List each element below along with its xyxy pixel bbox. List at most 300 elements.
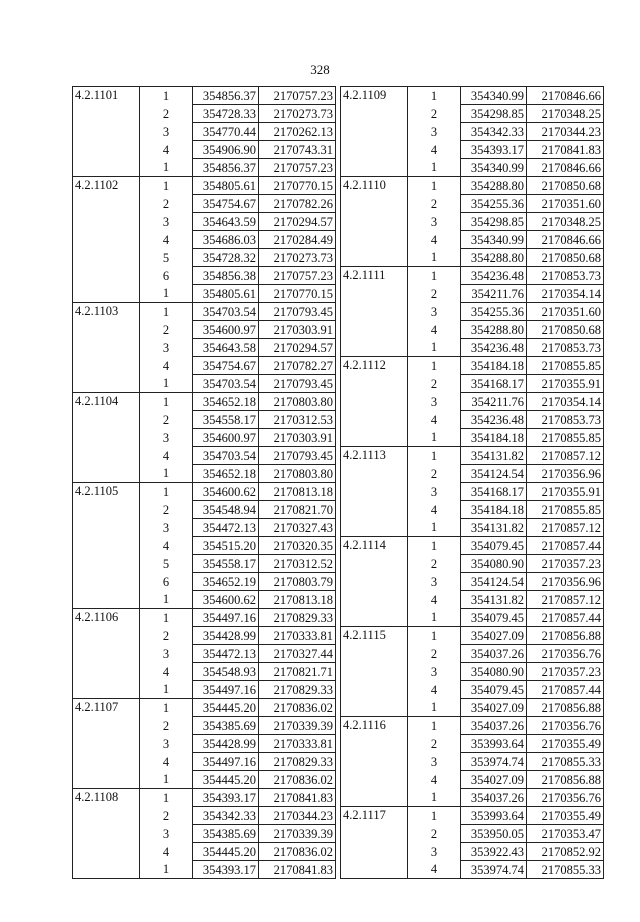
x-coordinate: 353974.74 xyxy=(461,753,527,771)
parcel-id: 4.2.1105 xyxy=(73,483,140,609)
x-coordinate: 354652.18 xyxy=(193,465,259,483)
x-coordinate: 354131.82 xyxy=(461,591,527,609)
y-coordinate: 2170333.81 xyxy=(259,627,336,645)
x-coordinate: 354340.99 xyxy=(461,231,527,249)
point-number: 3 xyxy=(140,519,193,537)
table-row xyxy=(73,609,336,627)
point-number: 1 xyxy=(408,699,461,717)
table-row xyxy=(341,627,604,645)
x-coordinate: 354497.16 xyxy=(193,609,259,627)
x-coordinate: 354027.09 xyxy=(461,699,527,717)
y-coordinate: 2170836.02 xyxy=(259,771,336,789)
point-number: 4 xyxy=(408,321,461,339)
x-coordinate: 354236.48 xyxy=(461,339,527,357)
point-number: 1 xyxy=(140,87,193,105)
table-row xyxy=(73,393,336,411)
point-number: 1 xyxy=(140,609,193,627)
x-coordinate: 354288.80 xyxy=(461,177,527,195)
point-number: 2 xyxy=(140,195,193,213)
coordinates-table-left xyxy=(72,86,336,879)
table-row xyxy=(341,717,604,735)
y-coordinate: 2170813.18 xyxy=(259,483,336,501)
y-coordinate: 2170857.12 xyxy=(527,519,604,537)
point-number: 4 xyxy=(140,447,193,465)
point-number: 1 xyxy=(140,771,193,789)
y-coordinate: 2170333.81 xyxy=(259,735,336,753)
point-number: 4 xyxy=(408,231,461,249)
x-coordinate: 354037.26 xyxy=(461,645,527,663)
point-number: 1 xyxy=(408,627,461,645)
y-coordinate: 2170829.33 xyxy=(259,753,336,771)
x-coordinate: 354686.03 xyxy=(193,231,259,249)
point-number: 3 xyxy=(408,393,461,411)
y-coordinate: 2170853.73 xyxy=(527,339,604,357)
point-number: 3 xyxy=(140,825,193,843)
point-number: 1 xyxy=(408,717,461,735)
x-coordinate: 354393.17 xyxy=(193,789,259,807)
y-coordinate: 2170294.57 xyxy=(259,213,336,231)
point-number: 6 xyxy=(140,573,193,591)
parcel-id: 4.2.1114 xyxy=(341,537,408,627)
point-number: 4 xyxy=(408,501,461,519)
x-coordinate: 353950.05 xyxy=(461,825,527,843)
x-coordinate: 354600.62 xyxy=(193,591,259,609)
parcel-id: 4.2.1102 xyxy=(73,177,140,303)
table-row xyxy=(341,87,604,105)
x-coordinate: 354428.99 xyxy=(193,627,259,645)
point-number: 1 xyxy=(408,537,461,555)
point-number: 4 xyxy=(140,357,193,375)
x-coordinate: 354428.99 xyxy=(193,735,259,753)
point-number: 3 xyxy=(408,573,461,591)
x-coordinate: 354027.09 xyxy=(461,627,527,645)
x-coordinate: 354211.76 xyxy=(461,285,527,303)
x-coordinate: 354393.17 xyxy=(461,141,527,159)
x-coordinate: 354728.32 xyxy=(193,249,259,267)
x-coordinate: 354184.18 xyxy=(461,501,527,519)
x-coordinate: 354600.97 xyxy=(193,429,259,447)
x-coordinate: 354288.80 xyxy=(461,249,527,267)
point-number: 2 xyxy=(408,375,461,393)
x-coordinate: 354393.17 xyxy=(193,861,259,879)
y-coordinate: 2170327.43 xyxy=(259,519,336,537)
x-coordinate: 354445.20 xyxy=(193,699,259,717)
y-coordinate: 2170344.23 xyxy=(527,123,604,141)
y-coordinate: 2170348.25 xyxy=(527,105,604,123)
parcel-id: 4.2.1117 xyxy=(341,807,408,879)
point-number: 1 xyxy=(140,789,193,807)
x-coordinate: 354652.19 xyxy=(193,573,259,591)
x-coordinate: 354472.13 xyxy=(193,645,259,663)
parcel-id: 4.2.1113 xyxy=(341,447,408,537)
x-coordinate: 354385.69 xyxy=(193,717,259,735)
y-coordinate: 2170836.02 xyxy=(259,699,336,717)
point-number: 4 xyxy=(408,411,461,429)
point-number: 4 xyxy=(140,753,193,771)
y-coordinate: 2170850.68 xyxy=(527,177,604,195)
y-coordinate: 2170857.44 xyxy=(527,681,604,699)
point-number: 2 xyxy=(408,645,461,663)
x-coordinate: 354856.37 xyxy=(193,87,259,105)
y-coordinate: 2170846.66 xyxy=(527,87,604,105)
x-coordinate: 353922.43 xyxy=(461,843,527,861)
point-number: 4 xyxy=(140,663,193,681)
table-row xyxy=(341,177,604,195)
x-coordinate: 354340.99 xyxy=(461,159,527,177)
x-coordinate: 354805.61 xyxy=(193,285,259,303)
x-coordinate: 354548.94 xyxy=(193,501,259,519)
point-number: 2 xyxy=(140,501,193,519)
point-number: 3 xyxy=(408,663,461,681)
parcel-id: 4.2.1103 xyxy=(73,303,140,393)
parcel-id: 4.2.1101 xyxy=(73,87,140,177)
table-row xyxy=(341,267,604,285)
point-number: 3 xyxy=(140,339,193,357)
y-coordinate: 2170846.66 xyxy=(527,231,604,249)
point-number: 1 xyxy=(140,285,193,303)
y-coordinate: 2170351.60 xyxy=(527,195,604,213)
point-number: 1 xyxy=(408,177,461,195)
x-coordinate: 354236.48 xyxy=(461,267,527,285)
y-coordinate: 2170770.15 xyxy=(259,285,336,303)
point-number: 3 xyxy=(140,429,193,447)
y-coordinate: 2170846.66 xyxy=(527,159,604,177)
point-number: 4 xyxy=(408,771,461,789)
y-coordinate: 2170841.83 xyxy=(259,861,336,879)
point-number: 1 xyxy=(408,807,461,825)
point-number: 1 xyxy=(408,357,461,375)
y-coordinate: 2170793.45 xyxy=(259,447,336,465)
point-number: 2 xyxy=(140,807,193,825)
table-row xyxy=(341,357,604,375)
y-coordinate: 2170782.27 xyxy=(259,357,336,375)
x-coordinate: 354703.54 xyxy=(193,375,259,393)
point-number: 4 xyxy=(408,591,461,609)
x-coordinate: 354445.20 xyxy=(193,843,259,861)
point-number: 2 xyxy=(140,717,193,735)
point-number: 4 xyxy=(140,231,193,249)
y-coordinate: 2170357.23 xyxy=(527,663,604,681)
y-coordinate: 2170312.52 xyxy=(259,555,336,573)
x-coordinate: 354770.44 xyxy=(193,123,259,141)
x-coordinate: 354805.61 xyxy=(193,177,259,195)
x-coordinate: 354754.67 xyxy=(193,195,259,213)
x-coordinate: 354080.90 xyxy=(461,555,527,573)
table-row xyxy=(73,177,336,195)
y-coordinate: 2170857.12 xyxy=(527,591,604,609)
parcel-id: 4.2.1112 xyxy=(341,357,408,447)
point-number: 1 xyxy=(140,591,193,609)
x-coordinate: 354754.67 xyxy=(193,357,259,375)
y-coordinate: 2170813.18 xyxy=(259,591,336,609)
table-row xyxy=(73,87,336,105)
parcel-id: 4.2.1109 xyxy=(341,87,408,177)
point-number: 3 xyxy=(140,213,193,231)
y-coordinate: 2170339.39 xyxy=(259,825,336,843)
point-number: 1 xyxy=(140,483,193,501)
x-coordinate: 354124.54 xyxy=(461,573,527,591)
x-coordinate: 354497.16 xyxy=(193,753,259,771)
point-number: 1 xyxy=(140,861,193,879)
y-coordinate: 2170356.76 xyxy=(527,789,604,807)
x-coordinate: 354728.33 xyxy=(193,105,259,123)
table-row xyxy=(341,537,604,555)
parcel-id: 4.2.1108 xyxy=(73,789,140,879)
y-coordinate: 2170803.80 xyxy=(259,465,336,483)
parcel-id: 4.2.1110 xyxy=(341,177,408,267)
point-number: 1 xyxy=(408,267,461,285)
y-coordinate: 2170850.68 xyxy=(527,321,604,339)
point-number: 1 xyxy=(140,375,193,393)
x-coordinate: 354168.17 xyxy=(461,375,527,393)
point-number: 2 xyxy=(408,465,461,483)
point-number: 1 xyxy=(140,465,193,483)
point-number: 2 xyxy=(140,105,193,123)
y-coordinate: 2170852.92 xyxy=(527,843,604,861)
y-coordinate: 2170356.96 xyxy=(527,573,604,591)
y-coordinate: 2170793.45 xyxy=(259,303,336,321)
y-coordinate: 2170351.60 xyxy=(527,303,604,321)
y-coordinate: 2170355.49 xyxy=(527,735,604,753)
point-number: 2 xyxy=(140,627,193,645)
point-number: 3 xyxy=(408,483,461,501)
point-number: 6 xyxy=(140,267,193,285)
y-coordinate: 2170312.53 xyxy=(259,411,336,429)
point-number: 2 xyxy=(140,321,193,339)
parcel-id: 4.2.1107 xyxy=(73,699,140,789)
x-coordinate: 354211.76 xyxy=(461,393,527,411)
point-number: 1 xyxy=(140,177,193,195)
x-coordinate: 354643.59 xyxy=(193,213,259,231)
x-coordinate: 354079.45 xyxy=(461,609,527,627)
parcel-id: 4.2.1116 xyxy=(341,717,408,807)
y-coordinate: 2170356.96 xyxy=(527,465,604,483)
x-coordinate: 354298.85 xyxy=(461,105,527,123)
point-number: 3 xyxy=(408,123,461,141)
y-coordinate: 2170836.02 xyxy=(259,843,336,861)
x-coordinate: 354080.90 xyxy=(461,663,527,681)
point-number: 3 xyxy=(140,735,193,753)
table-row xyxy=(341,807,604,825)
point-number: 3 xyxy=(408,213,461,231)
x-coordinate: 354703.54 xyxy=(193,303,259,321)
point-number: 4 xyxy=(140,843,193,861)
y-coordinate: 2170829.33 xyxy=(259,609,336,627)
x-coordinate: 354255.36 xyxy=(461,195,527,213)
y-coordinate: 2170857.12 xyxy=(527,447,604,465)
y-coordinate: 2170853.73 xyxy=(527,267,604,285)
x-coordinate: 354385.69 xyxy=(193,825,259,843)
x-coordinate: 354445.20 xyxy=(193,771,259,789)
y-coordinate: 2170782.26 xyxy=(259,195,336,213)
y-coordinate: 2170850.68 xyxy=(527,249,604,267)
parcel-id: 4.2.1115 xyxy=(341,627,408,717)
point-number: 4 xyxy=(408,681,461,699)
x-coordinate: 354184.18 xyxy=(461,357,527,375)
y-coordinate: 2170356.76 xyxy=(527,645,604,663)
y-coordinate: 2170829.33 xyxy=(259,681,336,699)
point-number: 1 xyxy=(408,789,461,807)
y-coordinate: 2170821.71 xyxy=(259,663,336,681)
point-number: 3 xyxy=(408,753,461,771)
y-coordinate: 2170262.13 xyxy=(259,123,336,141)
parcel-id: 4.2.1104 xyxy=(73,393,140,483)
y-coordinate: 2170294.57 xyxy=(259,339,336,357)
table-row xyxy=(73,699,336,717)
x-coordinate: 354558.17 xyxy=(193,411,259,429)
x-coordinate: 354168.17 xyxy=(461,483,527,501)
point-number: 4 xyxy=(140,537,193,555)
point-number: 1 xyxy=(408,87,461,105)
point-number: 3 xyxy=(408,303,461,321)
y-coordinate: 2170853.73 xyxy=(527,411,604,429)
y-coordinate: 2170770.15 xyxy=(259,177,336,195)
x-coordinate: 354558.17 xyxy=(193,555,259,573)
y-coordinate: 2170354.14 xyxy=(527,393,604,411)
x-coordinate: 353993.64 xyxy=(461,735,527,753)
y-coordinate: 2170855.33 xyxy=(527,753,604,771)
point-number: 2 xyxy=(408,555,461,573)
point-number: 1 xyxy=(408,339,461,357)
x-coordinate: 354515.20 xyxy=(193,537,259,555)
point-number: 2 xyxy=(408,285,461,303)
y-coordinate: 2170303.91 xyxy=(259,321,336,339)
y-coordinate: 2170743.31 xyxy=(259,141,336,159)
point-number: 1 xyxy=(140,159,193,177)
point-number: 1 xyxy=(140,393,193,411)
y-coordinate: 2170841.83 xyxy=(259,789,336,807)
x-coordinate: 354497.16 xyxy=(193,681,259,699)
y-coordinate: 2170821.70 xyxy=(259,501,336,519)
point-number: 4 xyxy=(140,141,193,159)
point-number: 2 xyxy=(140,411,193,429)
point-number: 5 xyxy=(140,555,193,573)
y-coordinate: 2170348.25 xyxy=(527,213,604,231)
y-coordinate: 2170803.80 xyxy=(259,393,336,411)
y-coordinate: 2170273.73 xyxy=(259,249,336,267)
x-coordinate: 354079.45 xyxy=(461,537,527,555)
y-coordinate: 2170303.91 xyxy=(259,429,336,447)
point-number: 4 xyxy=(408,141,461,159)
x-coordinate: 353974.74 xyxy=(461,861,527,879)
x-coordinate: 354255.36 xyxy=(461,303,527,321)
point-number: 3 xyxy=(140,645,193,663)
y-coordinate: 2170793.45 xyxy=(259,375,336,393)
point-number: 2 xyxy=(408,195,461,213)
point-number: 1 xyxy=(408,609,461,627)
y-coordinate: 2170344.23 xyxy=(259,807,336,825)
point-number: 1 xyxy=(408,159,461,177)
table-row xyxy=(73,483,336,501)
x-coordinate: 354184.18 xyxy=(461,429,527,447)
y-coordinate: 2170284.49 xyxy=(259,231,336,249)
y-coordinate: 2170339.39 xyxy=(259,717,336,735)
y-coordinate: 2170856.88 xyxy=(527,627,604,645)
x-coordinate: 354906.90 xyxy=(193,141,259,159)
y-coordinate: 2170327.44 xyxy=(259,645,336,663)
x-coordinate: 353993.64 xyxy=(461,807,527,825)
y-coordinate: 2170355.91 xyxy=(527,483,604,501)
y-coordinate: 2170855.85 xyxy=(527,501,604,519)
table-row xyxy=(341,447,604,465)
y-coordinate: 2170355.49 xyxy=(527,807,604,825)
point-number: 1 xyxy=(140,699,193,717)
y-coordinate: 2170803.79 xyxy=(259,573,336,591)
x-coordinate: 354027.09 xyxy=(461,771,527,789)
point-number: 1 xyxy=(140,303,193,321)
point-number: 1 xyxy=(408,429,461,447)
y-coordinate: 2170856.88 xyxy=(527,771,604,789)
x-coordinate: 354643.58 xyxy=(193,339,259,357)
point-number: 2 xyxy=(408,105,461,123)
y-coordinate: 2170855.85 xyxy=(527,429,604,447)
x-coordinate: 354124.54 xyxy=(461,465,527,483)
y-coordinate: 2170855.33 xyxy=(527,861,604,879)
y-coordinate: 2170353.47 xyxy=(527,825,604,843)
x-coordinate: 354079.45 xyxy=(461,681,527,699)
y-coordinate: 2170841.83 xyxy=(527,141,604,159)
y-coordinate: 2170857.44 xyxy=(527,537,604,555)
parcel-id: 4.2.1106 xyxy=(73,609,140,699)
x-coordinate: 354703.54 xyxy=(193,447,259,465)
x-coordinate: 354342.33 xyxy=(193,807,259,825)
y-coordinate: 2170757.23 xyxy=(259,87,336,105)
x-coordinate: 354856.38 xyxy=(193,267,259,285)
x-coordinate: 354472.13 xyxy=(193,519,259,537)
parcel-id: 4.2.1111 xyxy=(341,267,408,357)
y-coordinate: 2170320.35 xyxy=(259,537,336,555)
point-number: 3 xyxy=(140,123,193,141)
y-coordinate: 2170273.73 xyxy=(259,105,336,123)
point-number: 2 xyxy=(408,735,461,753)
table-row xyxy=(73,303,336,321)
x-coordinate: 354037.26 xyxy=(461,789,527,807)
point-number: 5 xyxy=(140,249,193,267)
coordinates-table-right xyxy=(340,86,604,879)
x-coordinate: 354037.26 xyxy=(461,717,527,735)
x-coordinate: 354131.82 xyxy=(461,447,527,465)
x-coordinate: 354342.33 xyxy=(461,123,527,141)
point-number: 1 xyxy=(408,519,461,537)
point-number: 4 xyxy=(408,861,461,879)
page-number: 328 xyxy=(310,62,330,77)
y-coordinate: 2170856.88 xyxy=(527,699,604,717)
y-coordinate: 2170855.85 xyxy=(527,357,604,375)
y-coordinate: 2170356.76 xyxy=(527,717,604,735)
x-coordinate: 354131.82 xyxy=(461,519,527,537)
x-coordinate: 354548.93 xyxy=(193,663,259,681)
point-number: 2 xyxy=(408,825,461,843)
x-coordinate: 354600.97 xyxy=(193,321,259,339)
x-coordinate: 354856.37 xyxy=(193,159,259,177)
point-number: 3 xyxy=(408,843,461,861)
point-number: 1 xyxy=(408,447,461,465)
y-coordinate: 2170757.23 xyxy=(259,267,336,285)
x-coordinate: 354236.48 xyxy=(461,411,527,429)
y-coordinate: 2170354.14 xyxy=(527,285,604,303)
x-coordinate: 354340.99 xyxy=(461,87,527,105)
x-coordinate: 354600.62 xyxy=(193,483,259,501)
point-number: 1 xyxy=(408,249,461,267)
y-coordinate: 2170857.44 xyxy=(527,609,604,627)
y-coordinate: 2170355.91 xyxy=(527,375,604,393)
y-coordinate: 2170757.23 xyxy=(259,159,336,177)
point-number: 1 xyxy=(140,681,193,699)
table-row xyxy=(73,789,336,807)
x-coordinate: 354652.18 xyxy=(193,393,259,411)
x-coordinate: 354288.80 xyxy=(461,321,527,339)
x-coordinate: 354298.85 xyxy=(461,213,527,231)
